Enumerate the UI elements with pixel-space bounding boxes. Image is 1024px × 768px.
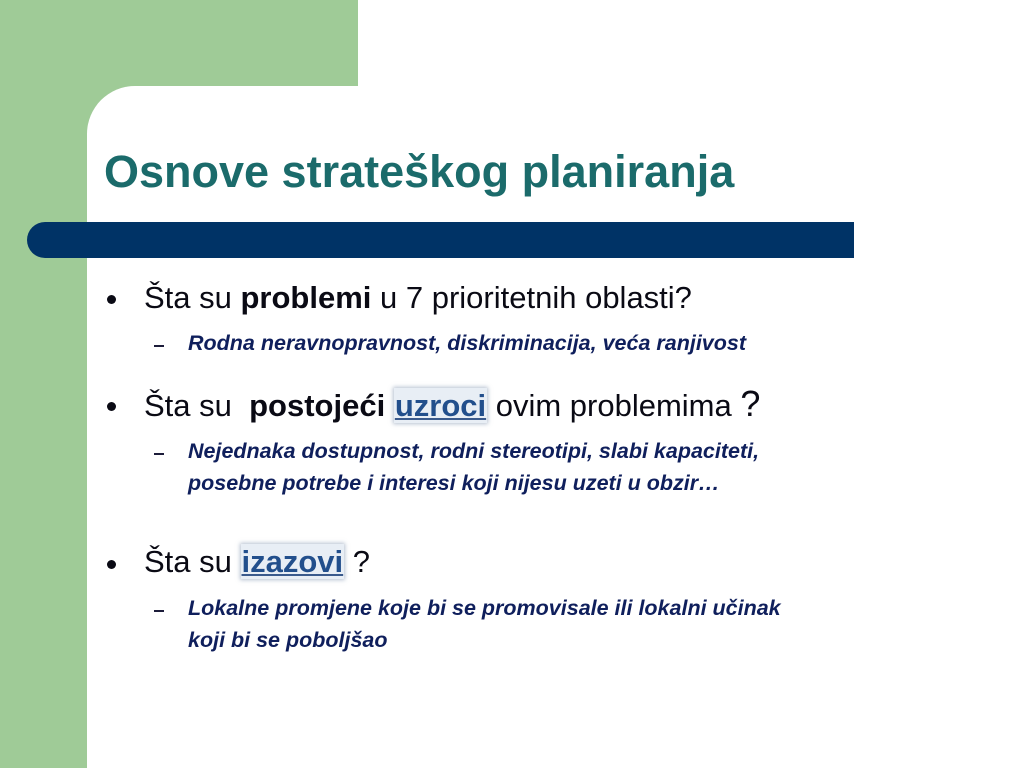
bullet-2-sub-2: posebne potrebe i interesi koji nijesu uzeti u obzir… bbox=[188, 471, 720, 495]
bullet-3-sub-2: koji bi se poboljšao bbox=[188, 628, 388, 652]
bullet-dot bbox=[107, 402, 116, 411]
bullet-2-suffix: ovim problemima bbox=[487, 388, 741, 423]
bullet-3-highlight: izazovi bbox=[241, 544, 344, 579]
bullet-2-sub-1: Nejednaka dostupnost, rodni stereotipi, slabi kapaciteti, bbox=[188, 439, 760, 463]
bullet-1 bbox=[144, 278, 692, 318]
bullet-1-suffix: u 7 prioritetnih oblasti? bbox=[371, 280, 692, 315]
bullet-3-prefix: Šta su bbox=[144, 544, 241, 579]
bullet-2-prefix: Šta su bbox=[144, 388, 250, 423]
bullet-1-prefix: Šta su bbox=[144, 280, 241, 315]
bullet-2-emphasis: postojeći bbox=[249, 388, 386, 423]
slide-title: Osnove strateškog planiranja bbox=[104, 146, 735, 197]
bullet-1-emphasis: problemi bbox=[240, 280, 372, 315]
bullet-dot bbox=[107, 560, 116, 569]
bullet-2 bbox=[144, 384, 760, 426]
bullet-2-end: ? bbox=[740, 383, 761, 424]
bullet-3-suffix: ? bbox=[344, 544, 371, 579]
sub-bullet-dash bbox=[154, 610, 164, 612]
bullet-1-sub-1: Rodna neravnopravnost, diskriminacija, veća ranjivost bbox=[188, 331, 747, 355]
bullet-dot bbox=[107, 295, 116, 304]
title-underline-bar bbox=[27, 222, 854, 258]
bullet-3 bbox=[144, 542, 370, 582]
sub-bullet-dash bbox=[154, 345, 164, 347]
bullet-2-highlight: uzroci bbox=[394, 388, 487, 423]
bullet-3-sub-1: Lokalne promjene koje bi se promovisale ili lokalni učinak bbox=[188, 596, 781, 620]
sub-bullet-dash bbox=[154, 453, 164, 455]
